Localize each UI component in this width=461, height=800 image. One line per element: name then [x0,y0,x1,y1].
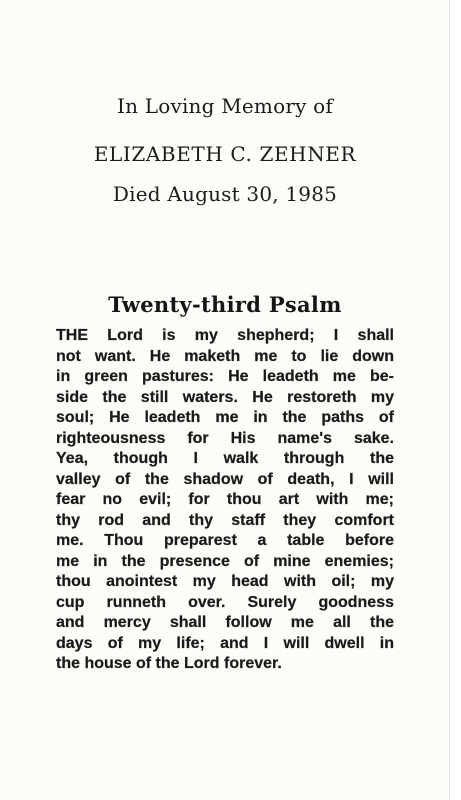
psalm-line: not want. He maketh me to lie down [56,347,394,365]
psalm-line: side the still waters. He restoreth my [56,388,394,406]
psalm-line: me. Thou preparest a table before [56,532,394,549]
psalm-text [56,326,394,675]
memorial-heading: In Loving Memory of [117,94,333,118]
psalm-line: in green pastures: He leadeth me be- [56,368,394,385]
psalm-line: righteousness for His name's sake. [56,429,394,447]
psalm-line: THE Lord is my shepherd; I shall [56,327,394,344]
psalm-line: thou anointest my head with oil; my [56,573,394,590]
date-of-death: Died August 30, 1985 [112,182,338,206]
psalm-line: soul; He leadeth me in the paths of [56,409,394,426]
psalm-line: cup runneth over. Surely goodness [56,593,394,611]
psalm-line: days of my life; and I will dwell in [56,634,394,652]
psalm-line: the house of the Lord forever. [56,655,282,672]
psalm-line: and mercy shall follow me all the [56,614,394,631]
psalm-line: fear no evil; for thou art with me; [56,491,394,508]
scan-edge [450,0,461,800]
psalm-line: valley of the shadow of death, I will [56,470,394,488]
psalm-line: me in the presence of mine enemies; [56,552,394,570]
psalm-line: Yea, though I walk through the [56,450,394,467]
psalm-line: thy rod and thy staff they comfort [56,511,394,529]
psalm-title: Twenty-third Psalm [108,292,342,317]
deceased-name: ELIZABETH C. ZEHNER [93,142,357,166]
